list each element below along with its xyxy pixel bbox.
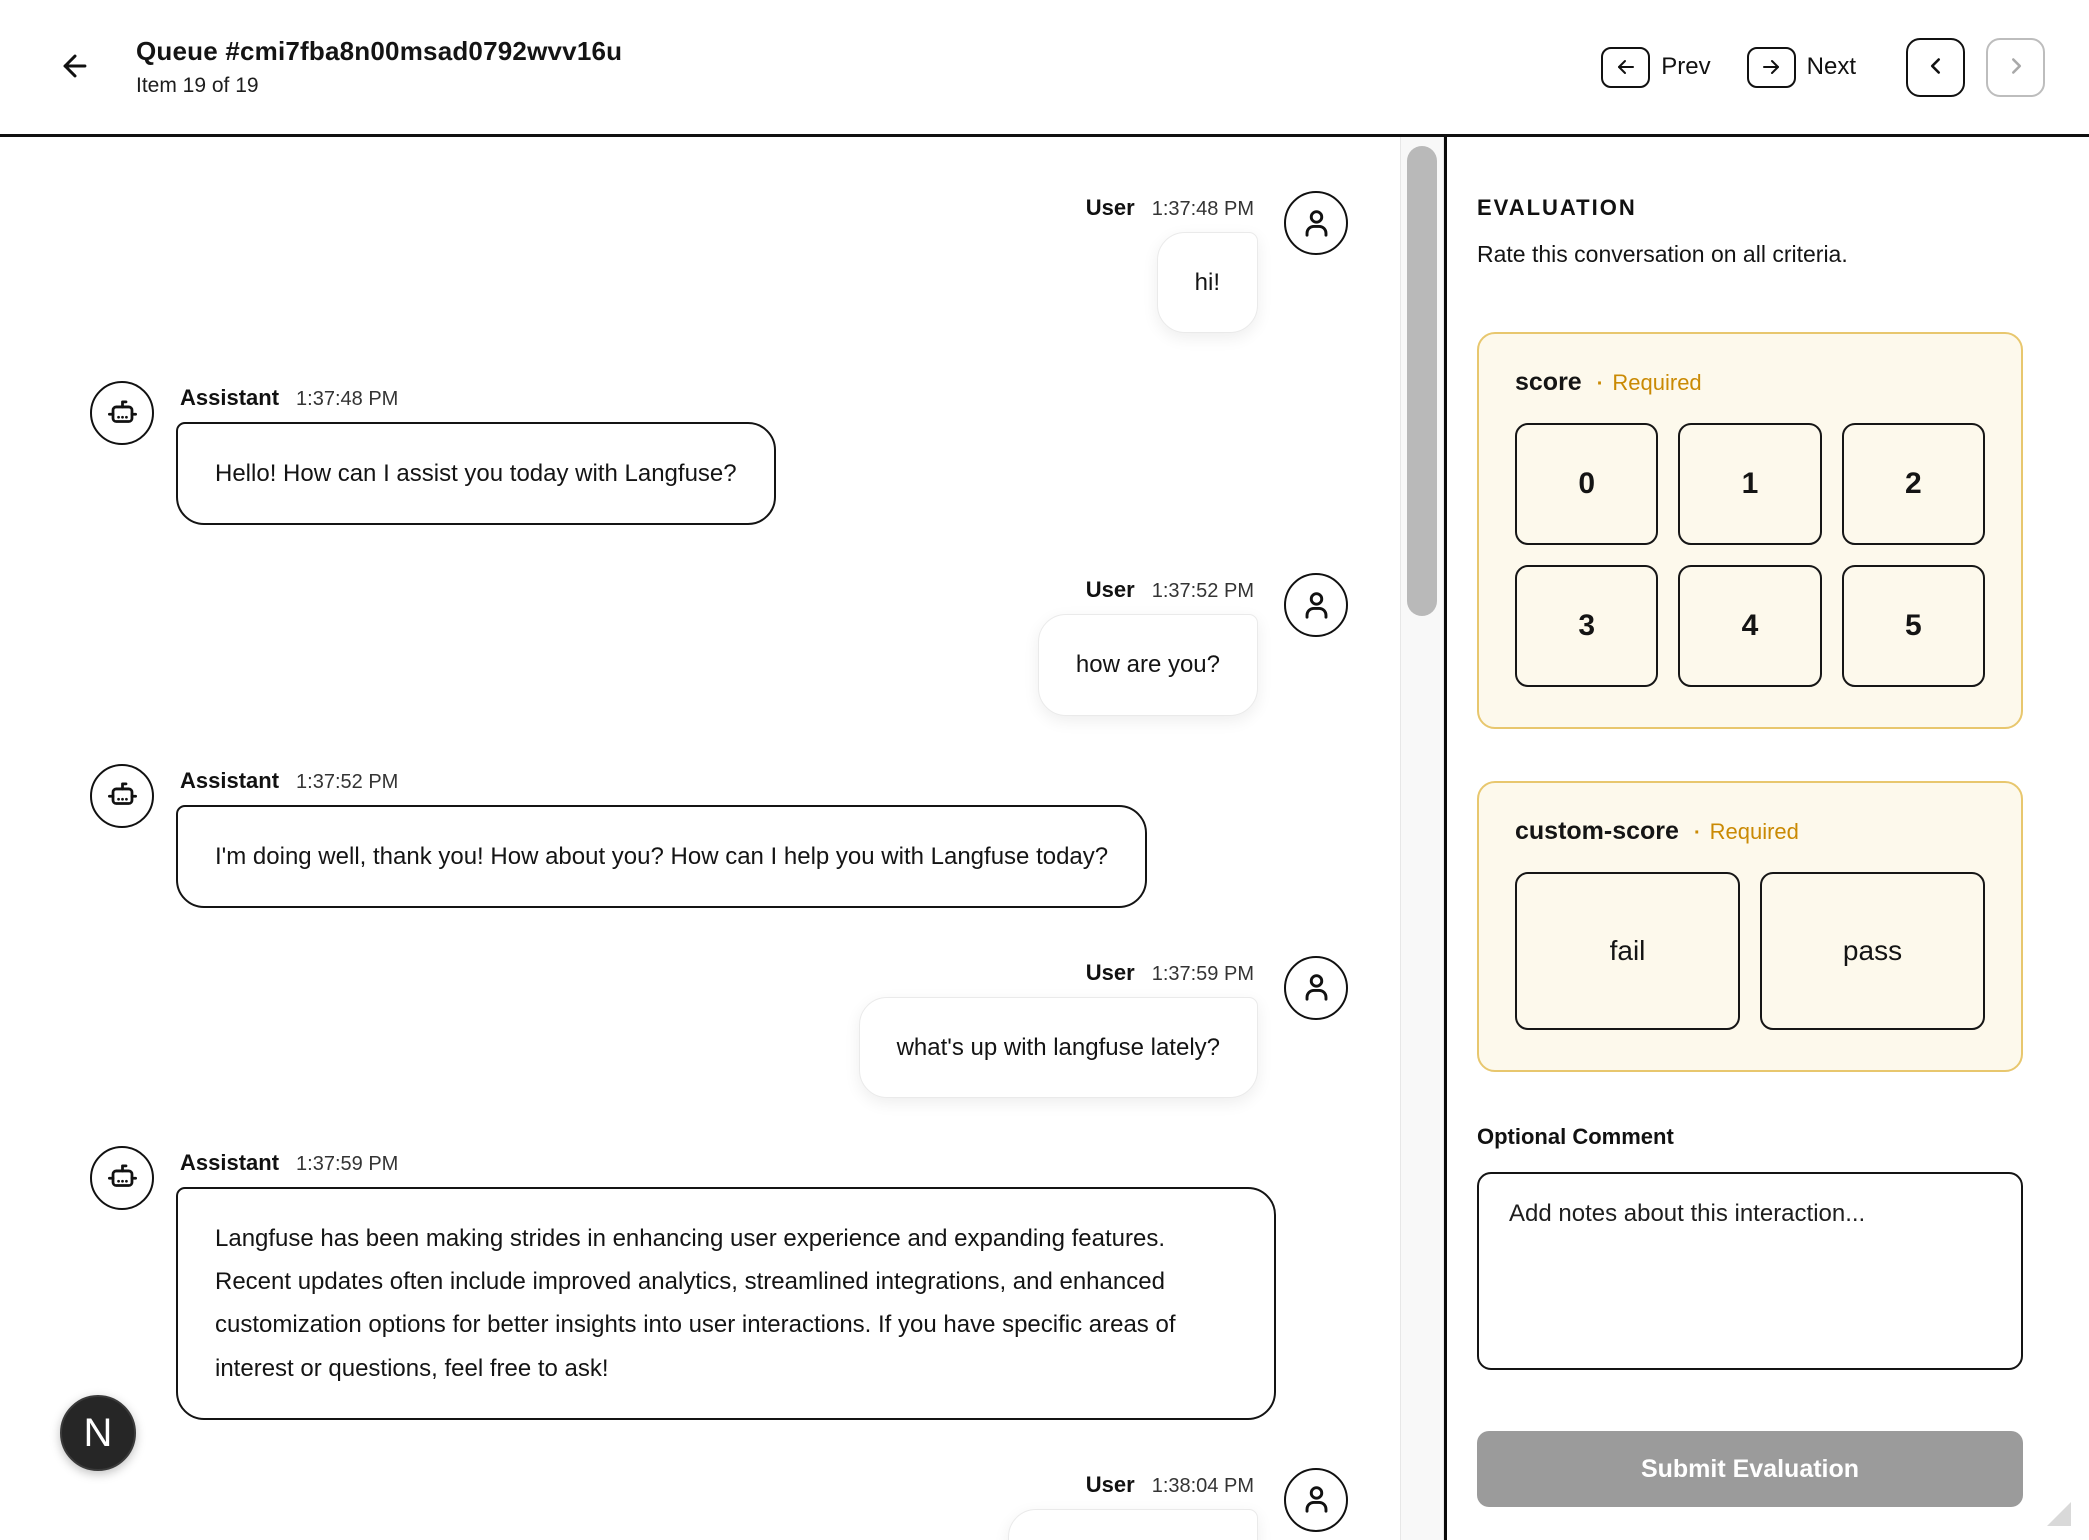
title-block [136, 36, 622, 98]
bot-icon [105, 1160, 140, 1195]
message-body [176, 1150, 1276, 1420]
message-role: Assistant [180, 385, 280, 411]
criterion-name: custom-score [1515, 817, 1679, 845]
back-button[interactable] [58, 49, 92, 86]
option-button-fail[interactable]: fail [1515, 872, 1740, 1030]
message-bubble [1008, 1509, 1258, 1540]
message-bubble: hi! [1157, 232, 1258, 333]
message-meta [1086, 960, 1254, 986]
criterion-name: score [1515, 368, 1582, 396]
nextjs-logo-icon: N [83, 1411, 113, 1455]
message-meta [1086, 1472, 1254, 1498]
message-timestamp: 1:37:48 PM [1151, 198, 1254, 220]
bot-icon [105, 396, 140, 431]
conversation-panel [0, 137, 1444, 1540]
required-dot: · [1596, 373, 1604, 395]
message-bubble: I'm doing well, thank you! How about you? How can I help you with Langfuse today? [176, 805, 1147, 908]
message-bubble: Hello! How can I assist you today with Langfuse? [176, 422, 776, 525]
user-icon [1299, 588, 1334, 623]
message-bubble: Langfuse has been making strides in enhancing user experience and expanding features. Recent updates often include improved analytics, streamlined integrations, and enhanced customization options for better insights into user interactions. If you have specific areas of interest or questions, feel free to ask! [176, 1187, 1276, 1420]
option-button-3[interactable]: 3 [1515, 565, 1658, 687]
message-timestamp: 1:37:48 PM [296, 388, 399, 411]
user-icon [1299, 206, 1334, 241]
criteria-list [1477, 332, 2023, 1072]
bot-avatar [90, 764, 154, 828]
message-row [90, 195, 1348, 333]
criterion-options [1515, 423, 1985, 687]
user-avatar [1284, 191, 1348, 255]
next-button[interactable] [1747, 47, 1856, 88]
option-button-0[interactable]: 0 [1515, 423, 1658, 545]
message-row [90, 960, 1348, 1098]
chat-scrollbar-track[interactable] [1400, 137, 1444, 1540]
criterion-header [1515, 817, 1985, 846]
criterion-card-custom-score [1477, 781, 2023, 1072]
arrow-left-icon [58, 49, 92, 86]
message-row [90, 768, 1348, 908]
user-avatar [1284, 956, 1348, 1020]
queue-item-counter: Item 19 of 19 [136, 74, 259, 97]
message-meta [180, 1150, 398, 1176]
submit-evaluation-button[interactable]: Submit Evaluation [1477, 1431, 2023, 1507]
header-actions [1601, 38, 2045, 97]
message-body [1038, 577, 1258, 715]
bot-icon [105, 778, 140, 813]
message-timestamp: 1:37:52 PM [1151, 580, 1254, 603]
message-role: Assistant [180, 1149, 280, 1175]
chevron-right-icon [2003, 53, 2029, 82]
message-row [90, 577, 1348, 715]
header [0, 0, 2089, 137]
required-label: Required [1709, 819, 1799, 844]
user-avatar [1284, 573, 1348, 637]
message-timestamp: 1:37:59 PM [1151, 962, 1254, 985]
resize-grip-icon[interactable] [2047, 1502, 2071, 1526]
prev-button[interactable] [1601, 47, 1710, 88]
comment-label: Optional Comment [1477, 1124, 1674, 1149]
arrow-left-key-icon [1601, 47, 1650, 88]
user-icon [1299, 1482, 1334, 1517]
queue-title: Queue #cmi7fba8n00msad0792wvv16u [136, 36, 623, 66]
message-body [1008, 1472, 1258, 1540]
message-meta [1086, 195, 1254, 221]
chevron-left-icon [1923, 53, 1949, 82]
message-timestamp: 1:38:04 PM [1151, 1474, 1254, 1497]
message-body [176, 768, 1147, 908]
criterion-header [1515, 368, 1985, 397]
message-row [90, 1150, 1348, 1420]
option-button-1[interactable]: 1 [1678, 423, 1821, 545]
evaluation-subtitle: Rate this conversation on all criteria. [1477, 241, 1848, 267]
message-list [0, 137, 1444, 1540]
user-icon [1299, 970, 1334, 1005]
evaluation-title: EVALUATION [1477, 195, 1637, 220]
message-timestamp: 1:37:52 PM [296, 770, 399, 793]
pager [1906, 38, 2045, 97]
user-avatar [1284, 1468, 1348, 1532]
message-bubble: how are you? [1038, 614, 1258, 715]
message-row [90, 1472, 1348, 1540]
required-label: Required [1612, 370, 1702, 395]
message-body [859, 960, 1258, 1098]
comment-textarea[interactable] [1477, 1172, 2023, 1370]
message-body [176, 385, 776, 525]
message-meta [180, 768, 398, 794]
message-role: Assistant [180, 767, 280, 793]
message-role: User [1085, 959, 1135, 985]
message-meta [1086, 577, 1254, 603]
option-button-4[interactable]: 4 [1678, 565, 1821, 687]
evaluation-panel [1447, 137, 2089, 1540]
prev-label: Prev [1661, 53, 1711, 80]
bot-avatar [90, 1146, 154, 1210]
option-button-2[interactable]: 2 [1842, 423, 1985, 545]
nextjs-dev-badge[interactable] [60, 1395, 136, 1471]
required-dot: · [1693, 822, 1701, 844]
option-button-pass[interactable]: pass [1760, 872, 1985, 1030]
message-timestamp: 1:37:59 PM [296, 1152, 399, 1175]
message-role: User [1085, 1471, 1135, 1497]
message-role: User [1085, 577, 1135, 603]
page-prev-button[interactable] [1906, 38, 1965, 97]
criterion-card-score [1477, 332, 2023, 729]
criterion-options [1515, 872, 1985, 1030]
next-label: Next [1806, 53, 1856, 80]
option-button-5[interactable]: 5 [1842, 565, 1985, 687]
page-next-button[interactable] [1986, 38, 2045, 97]
arrow-right-key-icon [1747, 47, 1796, 88]
chat-scrollbar-thumb[interactable] [1407, 146, 1437, 616]
message-row [90, 385, 1348, 525]
message-bubble: what's up with langfuse lately? [859, 997, 1258, 1098]
message-body [1082, 195, 1258, 333]
message-role: User [1085, 195, 1135, 220]
bot-avatar [90, 381, 154, 445]
main-split [0, 137, 2089, 1540]
message-meta [180, 385, 398, 411]
